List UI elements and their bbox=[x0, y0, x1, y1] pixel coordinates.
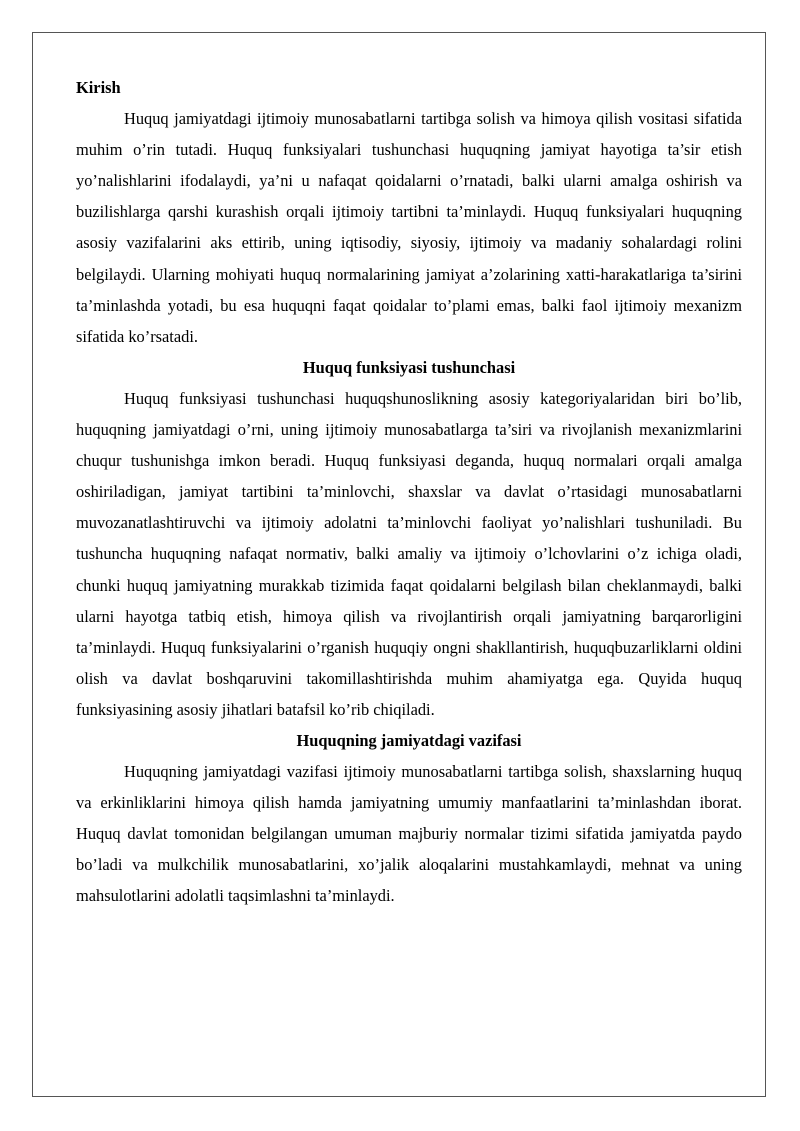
section-heading-function-concept: Huquq funksiyasi tushunchasi bbox=[302, 357, 516, 377]
intro-heading: Kirish bbox=[76, 78, 121, 97]
section-heading-society-role: Huquqning jamiyatdagi vazifasi bbox=[296, 730, 522, 750]
intro-paragraph: Huquq jamiyatdagi ijtimoiy munosabatlarni tartibga solish va himoya qilish vositasi sifatida muhim o’rin tutadi. Huquq funksiyalari tushunchasi huquqning jamiyat hayotiga ta’sir etish yo’nalishlarini ifodalaydi, ya’ni u nafaqat qoidalarni o’rnatadi, balki ularni amalga oshirish va buzilishlarga qarshi kurashish orqali ijtimoiy tartibni ta’minlaydi. Huquq funksiyalari huquqning asosiy vazifalarini aks ettirib, uning iqtisodiy, siyosiy, ijtimoiy va madaniy sohalardagi rolini belgilaydi. Ularning mohiyati huquq normalarining jamiyat a’zolarining xatti-harakatlariga ta’sirini ta’minlashda yotadi, bu esa huquqni faqat qoidalar to’plami emas, balki faol ijtimoiy mexanizm sifatida ko’rsatadi. bbox=[76, 109, 742, 346]
section-paragraph-society-role: Huquqning jamiyatdagi vazifasi ijtimoiy munosabatlarni tartibga solish, shaxslarning huquq va erkinliklarini himoya qilish hamda jamiyatning umumiy manfaatlarini ta’minlashdan iborat. Huquq davlat tomonidan belgilangan umuman majburiy normalar tizimi sifatida jamiyatda paydo bo’ladi va mulkchilik munosabatlarini, xo’jalik aloqalarini mustahkamlaydi, mehnat va uning mahsulotlarini adolatli taqsimlashni ta’minlaydi. bbox=[76, 762, 742, 906]
section-paragraph-function-concept: Huquq funksiyasi tushunchasi huquqshunoslikning asosiy kategoriyalaridan biri bo’lib, huquqning jamiyatdagi o’rni, uning ijtimoiy munosabatlarga ta’siri va rivojlanish mexanizmlarini chuqur tushunishga imkon beradi. Huquq funksiyasi deganda, huquq normalari orqali amalga oshiriladigan, jamiyat tartibini ta’minlovchi, shaxslar va davlat o’rtasidagi munosabatlarni muvozanatlashtiruvchi va ijtimoiy adolatni ta’minlovchi faoliyat yo’nalishlari tushuniladi. Bu tushuncha huquqning nafaqat normativ, balki amaliy va ijtimoiy o’lchovlarini o’z ichiga oladi, chunki huquq jamiyatning murakkab tizimida faqat qoidalarni belgilash bilan cheklanmaydi, balki ularni hayotga tatbiq etish, himoya qilish va rivojlantirish orqali jamiyatning barqarorligini ta’minlaydi. Huquq funksiyalarini o’rganish huquqiy ongni shakllantirish, huquqbuzarliklarni oldini olish va davlat boshqaruvini takomillashtirishda muhim ahamiyatga ega. Quyida huquq funksiyasining asosiy jihatlari batafsil ko’rib chiqiladi. bbox=[76, 388, 742, 719]
document-body bbox=[76, 72, 742, 912]
